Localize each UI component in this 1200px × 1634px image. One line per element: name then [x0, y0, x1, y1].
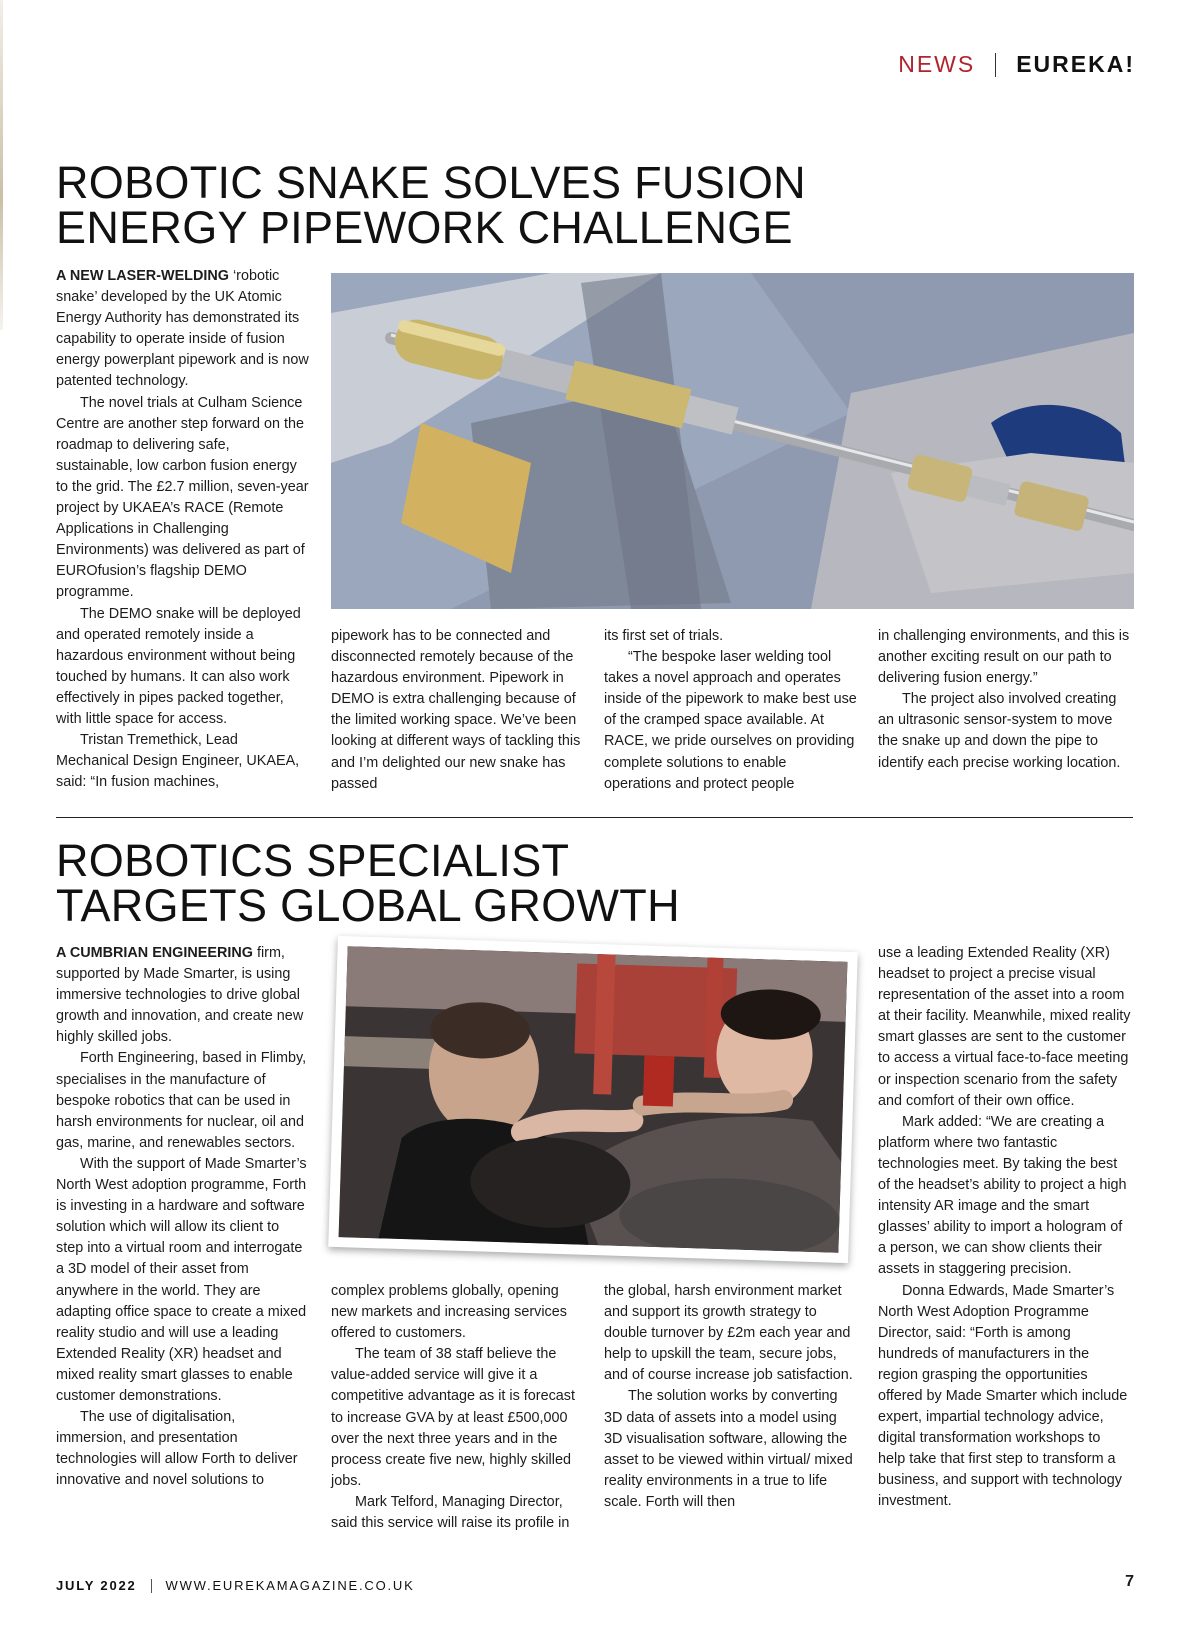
- article1-paragraph: The project also involved creating an ultrasonic sensor-system to move the snake up and down the pipe to identify each precise working location.: [878, 691, 1121, 771]
- article2-lead-in: A CUMBRIAN ENGINEERING: [56, 945, 253, 961]
- article1-column-1: [56, 266, 309, 793]
- article2-paragraph: the global, harsh environment market and support its growth strategy to double turnover by £2m each year and help to upskill the team, secure jobs, and of course increase job satisfaction.: [604, 1283, 853, 1384]
- article2-headline: [56, 835, 680, 931]
- engineers-photo: [339, 946, 848, 1253]
- article2-paragraph: complex problems globally, opening new markets and increasing services offered to customers.: [331, 1283, 567, 1342]
- article1-paragraph: “The bespoke laser welding tool takes a novel approach and operates inside of the pipework to make best use of the cramped space available. At RACE, we pride ourselves on providing complete solutions to enable operations and protect people: [604, 649, 857, 792]
- article2-headline-line: ROBOTICS SPECIALIST: [56, 835, 570, 886]
- page-footer: [56, 1578, 415, 1593]
- page-number: 7: [1125, 1573, 1134, 1590]
- article1-paragraph: its first set of trials.: [604, 628, 724, 644]
- article2-paragraph: The team of 38 staff believe the value-added service will give it a competitive advantage as it is forecast to increase GVA by at least £500,000 over the next three years and in the process create five new, highly skilled jobs.: [331, 1346, 575, 1489]
- article2-paragraph: The solution works by converting 3D data of assets into a model using 3D visualisation software, allowing the asset to be viewed within virtual/ mixed reality environments in a true to life scale. Forth will then: [604, 1388, 853, 1510]
- article1-lead-in: A NEW LASER-WELDING: [56, 268, 229, 284]
- section-divider: [56, 817, 1133, 818]
- header-divider: [995, 53, 996, 77]
- article1-paragraph: The DEMO snake will be deployed and operated remotely inside a hazardous environment without being touched by humans. It can also work effectively in pipes packed together, with little space for access.: [56, 605, 301, 727]
- article1-headline-line: ENERGY PIPEWORK CHALLENGE: [56, 202, 793, 253]
- article1-paragraph: Tristan Tremethick, Lead Mechanical Design Engineer, UKAEA, said: “In fusion machines,: [56, 732, 300, 791]
- article2-headline-line: TARGETS GLOBAL GROWTH: [56, 880, 680, 931]
- article2-column-2: [331, 1281, 584, 1534]
- section-label: NEWS: [898, 51, 976, 77]
- article1-paragraph: The novel trials at Culham Science Centre are another step forward on the roadmap to delivering safe, sustainable, low carbon fusion energy to the grid. The £2.7 million, seven-year project by UKAEA’s RACE (Remote Applications in Challenging Environments) was delivered as part of EUROfusion’s flagship DEMO programme.: [56, 394, 309, 601]
- engineers-illustration: [339, 946, 848, 1253]
- article2-paragraph: With the support of Made Smarter’s North West adoption programme, Forth is investing in a hardware and software solution which will allow its client to step into a virtual room and interrogate a 3D model of their asset from anywhere in the world. They are adapting office space to create a mixed reality studio and will use a leading Extended Reality (XR) headset and mixed reality smart glasses to enable customer demonstrations.: [56, 1155, 307, 1404]
- article2-paragraph: Mark Telford, Managing Director, said this service will raise its profile in: [331, 1493, 570, 1532]
- article2-paragraph: Mark added: “We are creating a platform where two fantastic technologies meet. By taking the best of the headset’s ability to project a high intensity AR image and the smart glasses’ ability to import a hologram of a person, we can show clients their assets in staggering precision.: [878, 1113, 1127, 1278]
- article1-column-3: [604, 626, 857, 795]
- article2-paragraph: The use of digitalisation, immersion, and presentation technologies will allow Forth to deliver innovative and novel solutions to: [56, 1409, 298, 1489]
- article2-paragraph: A CUMBRIAN ENGINEERING firm, supported by Made Smarter, is using immersive technologies to drive global growth and innovation, and create new highly skilled jobs.: [56, 945, 304, 1046]
- article1-paragraph: A NEW LASER-WELDING ‘robotic snake’ developed by the UK Atomic Energy Authority has demonstrated its capability to operate inside of fusion energy powerplant pipework and is now patented technology.: [56, 268, 309, 390]
- magazine-name: EUREKA!: [1016, 51, 1135, 77]
- article1-column-2: [331, 626, 584, 795]
- article1-paragraph: in challenging environments, and this is another exciting result on our path to delivering fusion energy.”: [878, 628, 1130, 687]
- article1-paragraph: pipework has to be connected and disconnected remotely because of the hazardous environment. Pipework in DEMO is extra challenging because of the limited working space. We’ve been looking at different ways of tackling this and I’m delighted our new snake has passed: [331, 628, 581, 792]
- article2-column-1: [56, 943, 309, 1491]
- page-edge-strip: [0, 0, 3, 330]
- article1-headline-line: ROBOTIC SNAKE SOLVES FUSION: [56, 157, 806, 208]
- website-link[interactable]: WWW.EUREKAMAGAZINE.CO.UK: [165, 1578, 415, 1593]
- article2-column-3: [604, 1281, 857, 1513]
- article2-paragraph: Donna Edwards, Made Smarter’s North West Adoption Programme Director, said: “Forth is among hundreds of manufacturers in the region grasping the opportunities offered by Made Smarter which include expert, impartial technology advice, digital transformation workshops to help take that first step to transform a business, and support with technology investment.: [878, 1282, 1128, 1510]
- robotic-snake-illustration: [331, 273, 1134, 609]
- footer-divider: [151, 1579, 152, 1593]
- section-header: [898, 51, 1135, 78]
- article2-column-4: [878, 943, 1131, 1513]
- article1-column-4: [878, 626, 1131, 774]
- issue-date: JULY 2022: [56, 1578, 137, 1593]
- engineers-photo-frame: [328, 936, 858, 1263]
- article1-headline: [56, 157, 806, 253]
- article2-paragraph: Forth Engineering, based in Flimby, specialises in the manufacture of bespoke robotics that can be used in harsh environments for nuclear, oil and gas, marine, and renewables sectors.: [56, 1050, 307, 1151]
- article2-paragraph: use a leading Extended Reality (XR) headset to project a precise visual representation of the asset into a room at their facility. Meanwhile, mixed reality smart glasses are sent to the customer to access a virtual face-to-face meeting or inspection scenario from the safety and comfort of their own office.: [878, 945, 1131, 1109]
- robotic-snake-photo: [331, 273, 1134, 609]
